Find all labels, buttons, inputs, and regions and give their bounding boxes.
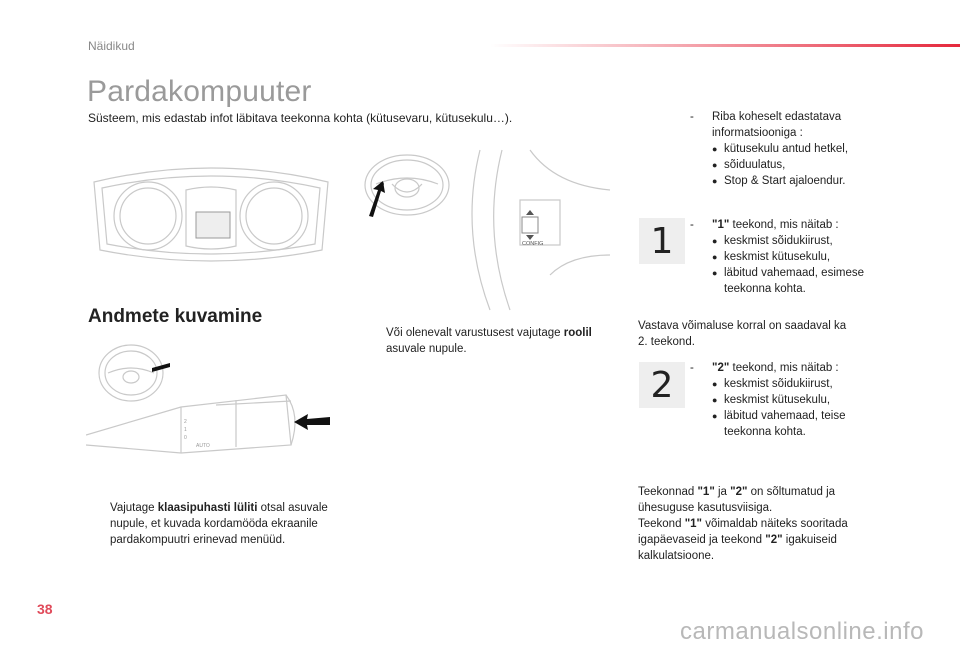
list-item: ● kütusekulu antud hetkel, xyxy=(712,141,880,157)
trips-footer-text: Teekonnad "1" ja "2" on sõltumatud ja ühesuguse kasutusviisiga. Teekond "1" võimaldab näiteks sooritada igapäevaseid ja teekond "2" igakuiseid kalkulatsioone. xyxy=(638,486,848,562)
svg-text:2: 2 xyxy=(184,419,187,425)
list-item: ● keskmist sõidukiirust, xyxy=(712,233,880,249)
list-item: ● läbitud vahemaad, teise teekonna kohta. xyxy=(712,408,880,440)
bullet-arrow-icon xyxy=(364,325,378,357)
list-item: ● Stop & Start ajaloendur. xyxy=(712,173,880,189)
page-title: Pardakompuuter xyxy=(87,75,312,108)
trip-1-block: - "1" teekond, mis näitab : ● keskmist sõidukiirust, ● keskmist kütusekulu, ● läbitud vahemaad, esimese teekonna kohta. xyxy=(690,217,880,297)
list-item: ● keskmist kütusekulu, xyxy=(712,392,880,408)
stalk-instruction: Vajutage klaasipuhasti lüliti otsal asuvale nupule, et kuvada kordamööda ekraanile pardakompuutri erinevad menüüd. xyxy=(88,500,350,548)
intro-text: Süsteem, mis edastab infot läbitava teekonna kohta (kütusevaru, kütusekulu…). xyxy=(88,111,513,125)
press-arrow-icon xyxy=(292,410,332,434)
instant-info-title: Riba koheselt edastatava informatsiooniga : xyxy=(712,111,842,139)
section-label: Näidikud xyxy=(88,39,135,53)
trip-2-note: Vastava võimaluse korral on saadaval ka 2. teekond. xyxy=(638,320,847,348)
list-item: ● läbitud vahemaad, esimese teekonna kohta. xyxy=(712,265,880,297)
section-heading: Andmete kuvamine xyxy=(88,306,263,327)
pointer-arrow-icon xyxy=(365,180,389,218)
steering-instruction: Või olenevalt varustusest vajutage roolil asuvale nupule. xyxy=(364,325,614,357)
bullet-arrow-icon xyxy=(88,500,102,548)
svg-text:0: 0 xyxy=(184,435,187,441)
list-item: ● sõiduulatus, xyxy=(712,157,880,173)
svg-text:AUTO: AUTO xyxy=(196,443,210,449)
wiper-stalk-illustration xyxy=(86,335,336,475)
steering-config-illustration xyxy=(460,145,620,315)
watermark: carmanualsonline.info xyxy=(680,618,924,645)
config-button-label: CONFIG xyxy=(522,241,544,247)
list-item: ● keskmist sõidukiirust, xyxy=(712,376,880,392)
header-accent-line xyxy=(490,44,960,47)
list-item: ● keskmist kütusekulu, xyxy=(712,249,880,265)
trip-2-icon: 2 xyxy=(639,362,685,408)
instant-info-block: - Riba koheselt edastatava informatsiooniga : ● kütusekulu antud hetkel, ● sõiduulatus, ● Stop & Start ajaloendur. xyxy=(690,109,880,189)
instrument-cluster-illustration xyxy=(86,160,336,270)
trip-1-icon: 1 xyxy=(639,218,685,264)
svg-text:1: 1 xyxy=(184,427,187,433)
trip-2-block: - "2" teekond, mis näitab : ● keskmist sõidukiirust, ● keskmist kütusekulu, ● läbitud vahemaad, teise teekonna kohta. xyxy=(690,360,880,440)
page-number: 38 xyxy=(37,601,53,617)
